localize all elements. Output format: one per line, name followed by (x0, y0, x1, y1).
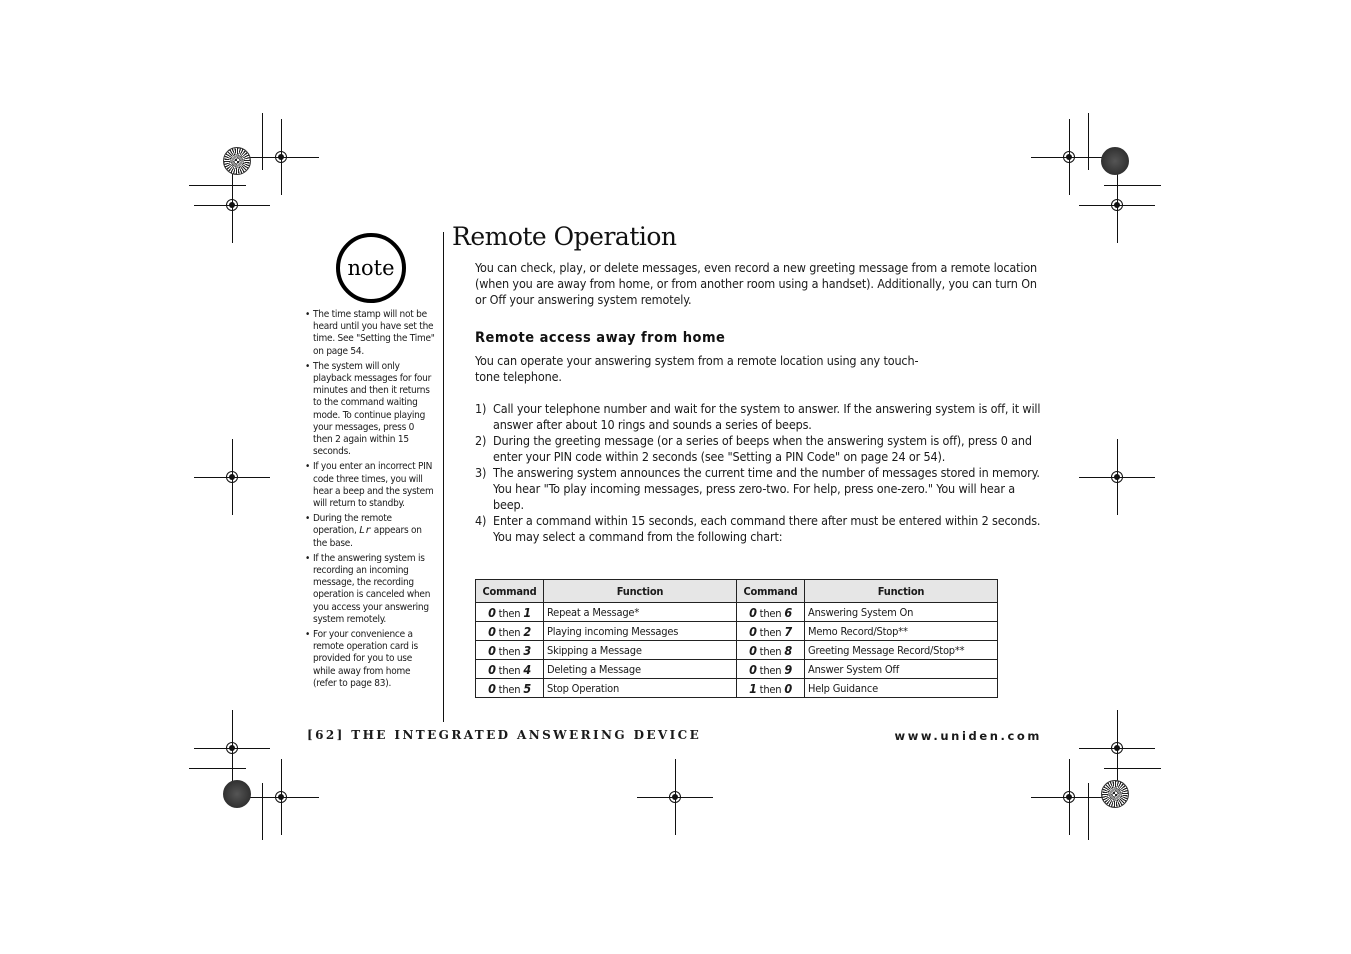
command-cell (737, 603, 805, 622)
step-text: Enter a command within 15 seconds, each command there after must be entered within 2 seconds. You may select a command from the following chart: (493, 513, 1041, 544)
step-item (475, 465, 1043, 513)
command-cell (737, 660, 805, 679)
column-divider (443, 232, 444, 722)
function-cell: Answering System On (805, 603, 998, 622)
footer-website: www.uniden.com (894, 729, 1042, 743)
command-key: 9 (784, 661, 792, 677)
step-item (475, 513, 1043, 545)
note-icon (336, 233, 406, 303)
command-table-body (476, 603, 998, 698)
function-cell: Stop Operation (544, 679, 737, 698)
header-function: Function (805, 580, 998, 603)
step-number: 1) (475, 401, 487, 416)
step-number: 2) (475, 433, 487, 448)
section-heading: Remote access away from home (475, 330, 726, 346)
sidebar-note: • If the answering system is recording an incoming message, the recording operation is canceled when you access your answering system remotely. (305, 553, 436, 626)
command-key: 0 (749, 642, 757, 658)
trim-line (1088, 113, 1089, 170)
function-cell: Skipping a Message (544, 641, 737, 660)
command-cell (476, 679, 544, 698)
sidebar-note: • If you enter an incorrect PIN code three times, you will hear a beep and the system will return to standby. (305, 461, 436, 510)
intro-paragraph: You can check, play, or delete messages, even record a new greeting message from a remote location (when you are away from home, or from another room using a handset). Additionally, you can turn On or Off your answering system remotely. (475, 260, 1038, 307)
function-cell: Deleting a Message (544, 660, 737, 679)
trim-line (1104, 768, 1161, 769)
step-item (475, 401, 1043, 433)
footer-page-label (307, 728, 701, 742)
table-row (476, 660, 998, 679)
step-number: 3) (475, 465, 487, 480)
function-cell: Greeting Message Record/Stop** (805, 641, 998, 660)
command-cell (476, 622, 544, 641)
section-lead: You can operate your answering system from a remote location using any touch-tone telephone. (475, 353, 919, 384)
registration-ball-mark (223, 780, 251, 808)
command-key: 3 (523, 642, 531, 658)
command-key: 1 (749, 680, 757, 696)
remote-display-indicator: Lr (359, 525, 372, 537)
then-word: then (759, 644, 782, 658)
then-word: then (498, 606, 521, 620)
trim-line (262, 783, 263, 840)
registration-ball-mark (1101, 780, 1129, 808)
then-word: then (498, 644, 521, 658)
table-row (476, 679, 998, 698)
step-text: During the greeting message (or a series of beeps when the answering system is off), press 0 and enter your PIN code within 2 seconds (see "Setting a PIN Code" on page 24 or 54). (493, 433, 1032, 464)
header-function: Function (544, 580, 737, 603)
sidebar-note-text: During the remote operation, (313, 513, 392, 537)
trim-line (262, 113, 263, 170)
then-word: then (498, 663, 521, 677)
step-item (475, 433, 1043, 465)
command-key: 0 (784, 680, 792, 696)
footer-section: THE INTEGRATED ANSWERING DEVICE (351, 728, 702, 742)
then-word: then (759, 663, 782, 677)
command-key: 0 (488, 680, 496, 696)
command-cell (476, 660, 544, 679)
header-command: Command (476, 580, 544, 603)
trim-line (1088, 783, 1089, 840)
sidebar-notes (305, 309, 436, 693)
command-cell (737, 679, 805, 698)
step-text: The answering system announces the current time and the number of messages stored in memory. You hear "To play incoming messages, press zero-two. For help, press one-zero." You will hear a beep. (493, 465, 1040, 512)
step-number: 4) (475, 513, 487, 528)
command-key: 8 (784, 642, 792, 658)
command-key: 0 (488, 604, 496, 620)
header-command: Command (737, 580, 805, 603)
sidebar-note: • The time stamp will not be heard until you have set the time. See "Setting the Time" on page 54. (305, 309, 436, 358)
sidebar-note (305, 513, 436, 550)
function-cell: Memo Record/Stop** (805, 622, 998, 641)
then-word: then (498, 625, 521, 639)
registration-ball-mark (1101, 147, 1129, 175)
command-cell (476, 603, 544, 622)
then-word: then (498, 682, 521, 696)
table-row (476, 641, 998, 660)
then-word: then (759, 625, 782, 639)
table-row (476, 622, 998, 641)
command-cell (737, 622, 805, 641)
command-key: 6 (784, 604, 792, 620)
command-key: 5 (523, 680, 531, 696)
steps-list (475, 401, 1043, 545)
function-cell: Playing incoming Messages (544, 622, 737, 641)
command-key: 2 (523, 623, 531, 639)
command-cell (737, 641, 805, 660)
function-cell: Help Guidance (805, 679, 998, 698)
command-key: 0 (749, 604, 757, 620)
then-word: then (759, 606, 782, 620)
command-key: 0 (488, 623, 496, 639)
trim-line (1104, 185, 1161, 186)
sidebar-note: • For your convenience a remote operation card is provided for you to use while away from home (refer to page 83). (305, 629, 436, 690)
command-key: 1 (523, 604, 531, 620)
note-label: note (347, 256, 395, 280)
trim-line (189, 185, 246, 186)
page-title: Remote Operation (452, 222, 677, 251)
sidebar-note-text: appears on the base. (313, 525, 422, 549)
command-key: 0 (749, 661, 757, 677)
table-row (476, 603, 998, 622)
command-key: 7 (784, 623, 792, 639)
command-cell (476, 641, 544, 660)
table-header-row (476, 580, 998, 603)
command-key: 0 (749, 623, 757, 639)
command-key: 0 (488, 642, 496, 658)
command-table (475, 579, 998, 698)
command-key: 0 (488, 661, 496, 677)
command-key: 4 (523, 661, 531, 677)
function-cell: Repeat a Message* (544, 603, 737, 622)
page-number: [62] (307, 728, 345, 742)
function-cell: Answer System Off (805, 660, 998, 679)
then-word: then (759, 682, 782, 696)
sidebar-note: • The system will only playback messages for four minutes and then it returns to the command waiting mode. To continue playing your messages, press 0 then 2 again within 15 seconds. (305, 361, 436, 459)
registration-ball-mark (223, 147, 251, 175)
step-text: Call your telephone number and wait for the system to answer. If the answering system is off, it will answer after about 10 rings and sounds a series of beeps. (493, 401, 1041, 432)
trim-line (189, 768, 246, 769)
